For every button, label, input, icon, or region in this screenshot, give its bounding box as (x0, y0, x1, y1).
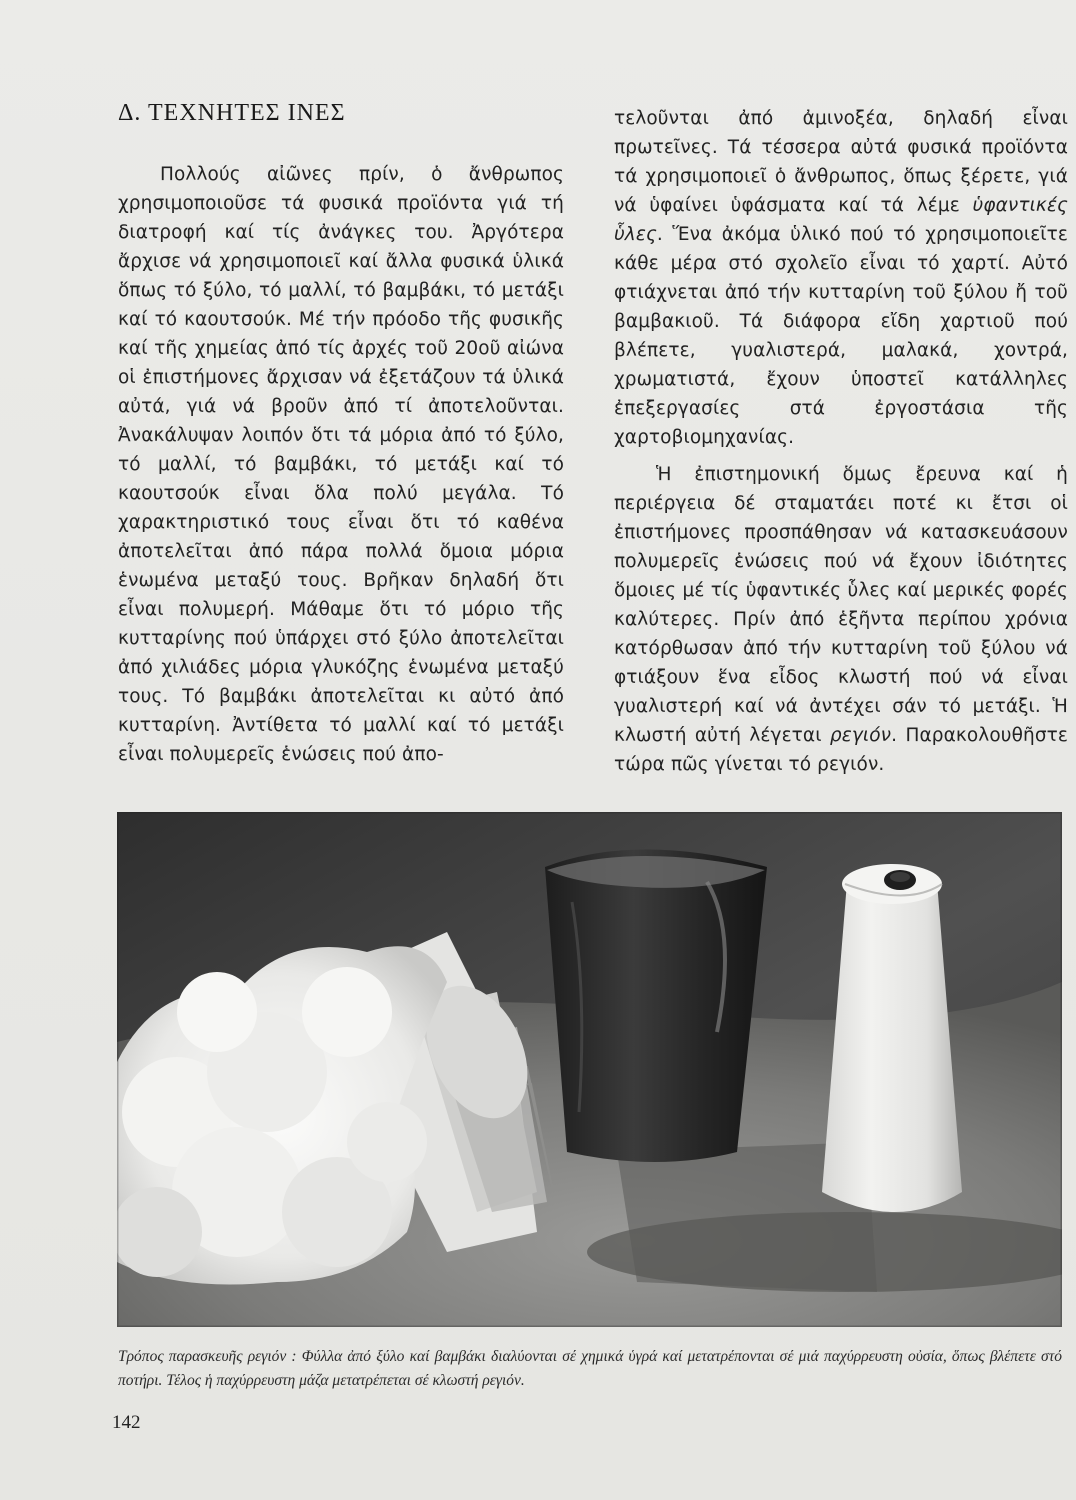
page-number: 142 (112, 1412, 141, 1433)
right-paragraph-2-end: . Παρακολουθῆστε τώρα πῶς γίνεται τό ρεγιόν. (614, 725, 1068, 775)
right-paragraph-2-start: Ἡ ἐπιστημονική ὅμως ἔρευνα καί ἡ περιέργεια δέ σταματάει ποτέ κι ἔτσι οἱ ἐπιστήμονες προσπάθησαν νά κατασκευάσουν πολυμερεῖς ἑνώσεις πού νά ἔχουν ἰδιότητες ὅμοιες μέ τίς ὑφαντικές ὗλες καί μερικές φορές καλύτερες. Πρίν ἀπό ἑξῆντα περίπου χρόνια κατόρθωσαν ἀπό τήν κυτταρίνη τοῦ ξύλου νά φτιάξουν ἕνα εἶδος κλωστή πού νά εἶναι γυαλιστερή καί νά ἀντέχει σάν τό μετάξι. Ἡ κλωστή αὐτή λέγεται (614, 464, 1068, 746)
right-paragraph-1-end: . Ἕνα ἀκόμα ὑλικό πού τό χρησιμοποιεῖτε κάθε μέρα στό σχολεῖο εἶναι τό χαρτί. Αὐτό φτιάχνεται ἀπό τήν κυτταρίνη τοῦ ξύλου ἤ τοῦ βαμβακιοῦ. Τά διάφορα εἴδη χαρτιοῦ πού βλέπετε, γυαλιστερά, μαλακά, χοντρά, χρωματιστά, ἔχουν ὑποστεῖ κατάλληλες ἐπεξεργασίες στά ἐργοστάσια τῆς χαρτοβιομηχανίας. (614, 224, 1068, 448)
section-heading: Δ. ΤΕΧΝΗΤΕΣ ΙΝΕΣ (118, 100, 346, 126)
right-column (614, 104, 1068, 779)
photo-caption: Τρόπος παρασκευῆς ρεγιόν : Φύλλα ἀπό ξύλο καί βαμβάκι διαλύονται σέ χημικά ὑγρά καί μετατρέπονται σέ μιά παχύρρευστη οὐσία, ὅπως βλέπετε στό ποτήρι. Τέλος ἡ παχύρρευστη μάζα μετατρέπεται σέ κλωστή ρεγιόν. (118, 1348, 1062, 1389)
right-paragraph-1 (614, 104, 1068, 452)
right-paragraph-2 (614, 460, 1068, 779)
term-rayon: ρεγιόν (829, 725, 892, 746)
left-paragraph-1: Πολλούς αἰῶνες πρίν, ὁ ἄνθρωπος χρησιμοποιοῦσε τά φυσικά προϊόντα γιά τή διατροφή καί τίς ἀνάγκες του. Ἀργότερα ἄρχισε νά χρησιμοποιεῖ καί ἄλλα φυσικά ὑλικά ὅπως τό ξύλο, τό μαλλί, τό βαμβάκι, τό μετάξι καί τό καουτσούκ. Μέ τήν πρόοδο τῆς φυσικῆς καί τῆς χημείας ἀπό τίς ἀρχές τοῦ 20οῦ αἰώνα οἱ ἐπιστήμονες ἄρχισαν νά ἐξετάζουν τά ὑλικά αὐτά, γιά νά βροῦν ἀπό τί ἀποτελοῦνται. Ἀνακάλυψαν λοιπόν ὅτι τά μόρια ἀπό τό ξύλο, τό μαλλί, τό βαμβάκι, τό μετάξι καί τό καουτσούκ εἶναι ὅλα πολύ μεγάλα. Τό χαρακτηριστικό τους εἶναι ὅτι τό καθένα ἀποτελεῖται ἀπό πάρα πολλά ὅμοια μόρια ἑνωμένα μεταξύ τους. Βρῆκαν δηλαδή ὅτι εἶναι πολυμερή. Μάθαμε ὅτι τό μόριο τῆς κυτταρίνης πού ὑπάρχει στό ξύλο ἀποτελεῖται ἀπό χιλιάδες μόρια γλυκόζης ἑνωμένα μεταξύ τους. Τό βαμβάκι ἀποτελεῖται κι αὐτό ἀπό κυτταρίνη. Ἀντίθετα τό μαλλί καί τό μετάξι εἶναι πολυμερεῖς ἑνώσεις πού ἀπο- (118, 164, 564, 765)
term-textile-materials: ὑφαντικές ὗλες (614, 195, 1068, 245)
rayon-photo-illustration (117, 812, 1062, 1327)
left-column (118, 160, 564, 769)
glass-of-viscose (545, 850, 767, 1163)
rayon-photo (117, 812, 1062, 1327)
right-paragraph-1-start: τελοῦνται ἀπό ἀμινοξέα, δηλαδή εἶναι πρωτεῖνες. Τά τέσσερα αὐτά φυσικά προϊόντα τά χρησιμοποιεῖ ὁ ἄνθρωπος, ὅπως ξέρετε, γιά νά ὑφαίνει ὑφάσματα καί τά λέμε (614, 108, 1068, 216)
